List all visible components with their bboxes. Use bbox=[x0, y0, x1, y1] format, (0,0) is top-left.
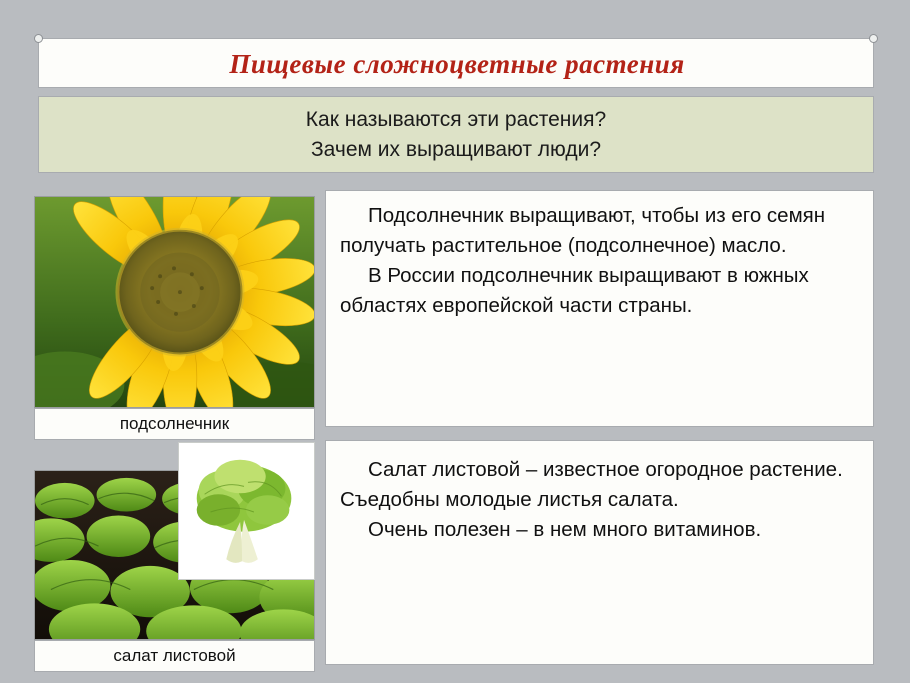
sunflower-photo[interactable] bbox=[34, 196, 315, 408]
sunflower-illustration bbox=[35, 197, 314, 407]
sunflower-paragraph-2: В России подсолнечник выращивают в южных областях европейской части страны. bbox=[340, 264, 809, 317]
sunflower-caption: подсолнечник bbox=[34, 408, 315, 440]
lettuce-head-illustration bbox=[179, 443, 314, 579]
title-placeholder[interactable] bbox=[38, 38, 874, 88]
lettuce-head-photo[interactable] bbox=[178, 442, 315, 580]
lettuce-paragraph-2: Очень полезен – в нем много витаминов. bbox=[368, 518, 762, 541]
question-line-1: Как называются эти растения? bbox=[305, 107, 607, 131]
lettuce-text-box[interactable] bbox=[325, 440, 874, 665]
question-box[interactable] bbox=[38, 96, 874, 173]
sunflower-text-box[interactable] bbox=[325, 190, 874, 427]
sunflower-paragraph-1: Подсолнечник выращивают, чтобы из его семян получать растительное (подсолнечное) масло. bbox=[340, 204, 826, 257]
lettuce-caption: салат листовой bbox=[34, 640, 315, 672]
page-title: Пищевые сложноцветные растения bbox=[229, 49, 685, 79]
selection-handle-top-left[interactable] bbox=[34, 34, 43, 43]
question-line-2: Зачем их выращивают люди? bbox=[310, 137, 602, 161]
lettuce-paragraph-1: Салат листовой – известное огородное растение. Съедобны молодые листья салата. bbox=[340, 458, 843, 511]
selection-handle-top-right[interactable] bbox=[869, 34, 878, 43]
